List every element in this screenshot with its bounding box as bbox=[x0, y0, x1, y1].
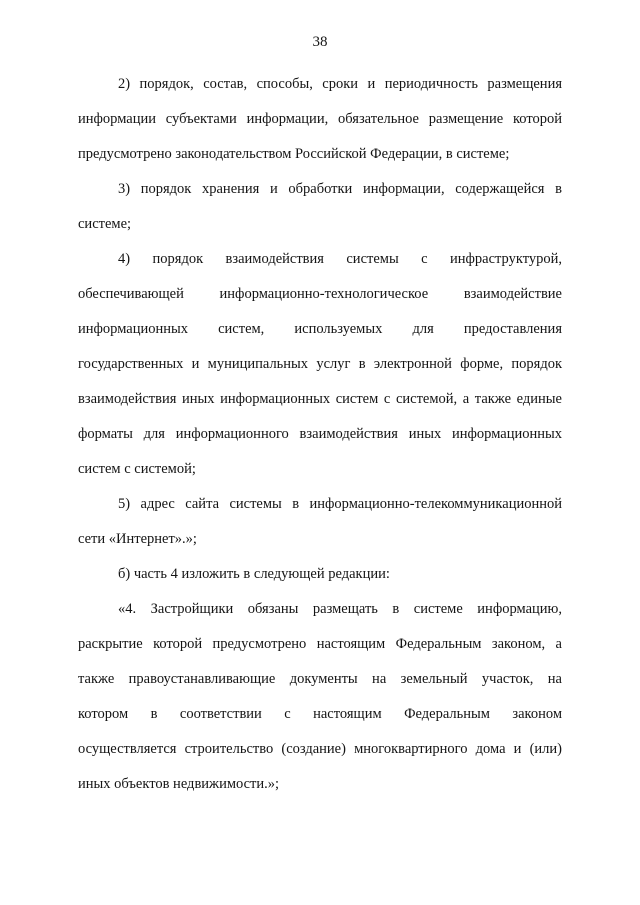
paragraph-item-2 bbox=[78, 67, 562, 172]
text-line: 4) порядок взаимодействия системы с инфраструктурой, bbox=[118, 251, 562, 267]
text-line: сети «Интернет».»; bbox=[78, 531, 197, 547]
text-line: котором в соответствии с настоящим Федеральным законом bbox=[78, 706, 562, 722]
text-line: «4. Застройщики обязаны размещать в системе информацию, bbox=[118, 601, 562, 617]
text-line: также правоустанавливающие документы на земельный участок, на bbox=[78, 671, 562, 687]
paragraph-subitem-b bbox=[78, 557, 562, 592]
text-line: государственных и муниципальных услуг в электронной форме, порядок bbox=[78, 356, 562, 372]
text-line: систем с системой; bbox=[78, 461, 196, 477]
text-line: б) часть 4 изложить в следующей редакции: bbox=[118, 566, 390, 582]
page-number: 38 bbox=[312, 34, 328, 50]
text-line: 2) порядок, состав, способы, сроки и периодичность размещения bbox=[118, 76, 562, 92]
text-line: иных объектов недвижимости.»; bbox=[78, 776, 280, 792]
paragraph-item-4 bbox=[78, 242, 562, 487]
document-body bbox=[78, 67, 562, 802]
text-line: раскрытие которой предусмотрено настоящим Федеральным законом, а bbox=[78, 636, 562, 652]
text-line: обеспечивающей информационно-технологическое взаимодействие bbox=[78, 286, 562, 302]
text-line: взаимодействия иных информационных систем с системой, а также единые bbox=[78, 391, 562, 407]
text-line: системе; bbox=[78, 216, 132, 232]
text-line: осуществляется строительство (создание) многоквартирного дома и (или) bbox=[78, 741, 562, 757]
text-line: 3) порядок хранения и обработки информации, содержащейся в bbox=[118, 181, 562, 197]
text-line: предусмотрено законодательством Российской Федерации, в системе; bbox=[78, 146, 510, 162]
text-line: 5) адрес сайта системы в информационно-телекоммуникационной bbox=[118, 496, 562, 512]
text-line: форматы для информационного взаимодействия иных информационных bbox=[78, 426, 562, 442]
paragraph-item-3 bbox=[78, 172, 562, 242]
paragraph-part-4 bbox=[78, 592, 562, 802]
paragraph-item-5 bbox=[78, 487, 562, 557]
text-line: информационных систем, используемых для предоставления bbox=[78, 321, 562, 337]
text-line: информации субъектами информации, обязательное размещение которой bbox=[78, 111, 562, 127]
